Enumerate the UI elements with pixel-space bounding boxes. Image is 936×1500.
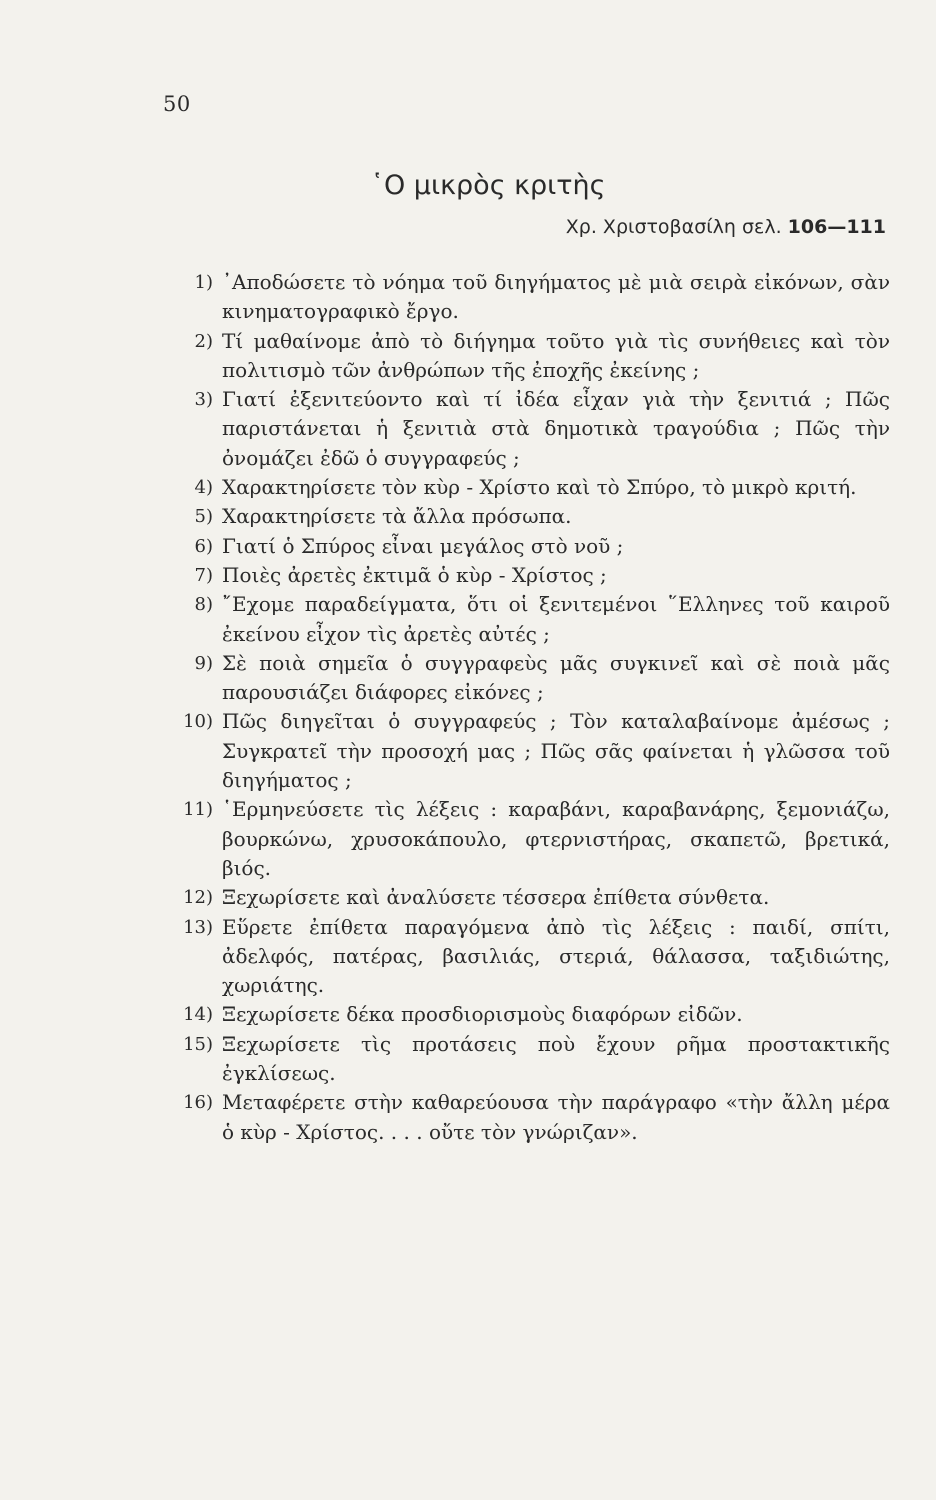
question-item (155, 385, 890, 473)
question-item (155, 1030, 890, 1089)
question-item (155, 707, 890, 795)
question-number: 15) (183, 1033, 213, 1055)
question-number: 10) (183, 711, 213, 733)
question-number: 14) (183, 1004, 213, 1026)
page-range: 106—111 (787, 216, 886, 238)
pages-label: σελ. (742, 216, 782, 238)
question-text: Χαρακτηρίσετε τὸν κὺρ - Χρίστο καὶ τὸ Σπύρο, τὸ μικρὸ κριτή. (222, 475, 857, 500)
question-text: Μεταφέρετε στὴν καθαρεύουσα τὴν παράγραφο «τὴν ἄλλη μέρα ὁ κὺρ - Χρίστος. . . . οὔτε τὸν γνώριζαν». (222, 1090, 890, 1144)
question-number: 16) (183, 1092, 213, 1114)
question-text: Σὲ ποιὰ σημεῖα ὁ συγγραφεὺς μᾶς συγκινεῖ καὶ σὲ ποιὰ μᾶς παρουσιάζει διάφορες εἰκόνες ; (222, 650, 890, 705)
question-number: 3) (194, 389, 213, 411)
question-number: 7) (194, 564, 213, 586)
question-item (155, 561, 890, 590)
question-number: 4) (194, 477, 213, 499)
page-title: ῾Ο μικρὸς κριτὴς (370, 170, 606, 201)
questions-list (155, 268, 890, 1147)
question-text: Ξεχωρίσετε καὶ ἀναλύσετε τέσσερα ἐπίθετα σύνθετα. (222, 885, 770, 910)
question-text: Ξεχωρίσετε δέκα προσδιορισμοὺς διαφόρων εἰδῶν. (222, 1002, 743, 1027)
page-number: 50 (163, 92, 191, 116)
question-text: Ξεχωρίσετε τὶς προτάσεις ποὺ ἔχουν ρῆμα προστακτικῆς ἐγκλίσεως. (222, 1031, 890, 1086)
question-number: 12) (183, 887, 213, 909)
question-number: 13) (183, 916, 213, 938)
question-number: 1) (194, 272, 213, 293)
question-text: Χαρακτηρίσετε τὰ ἄλλα πρόσωπα. (222, 504, 572, 529)
question-text: ῾Ερμηνεύσετε τὶς λέξεις : καραβάνι, καραβανάρης, ξεμονιάζω, βουρκώνω, χρυσοκάπουλο, φτερνιστήρας, σκαπετῶ, βρετικά, βιός. (222, 797, 890, 880)
question-text: ῎Εχομε παραδείγματα, ὅτι οἱ ξενιτεμένοι ῞Ελληνες τοῦ καιροῦ ἐκείνου εἶχον τὶς ἀρετὲς αὐτές ; (222, 592, 890, 646)
question-item (155, 327, 890, 386)
question-text: Γιατί ἐξενιτεύοντο καὶ τί ἰδέα εἶχαν γιὰ τὴν ξενιτιά ; Πῶς παριστάνεται ἡ ξενιτιὰ στὰ δημοτικὰ τραγούδια ; Πῶς τὴν ὀνομάζει ἐδῶ ὁ συγγραφεύς ; (222, 387, 890, 470)
question-text: Εὕρετε ἐπίθετα παραγόμενα ἀπὸ τὶς λέξεις : παιδί, σπίτι, ἀδελφός, πατέρας, βασιλιάς, στεριά, θάλασσα, ταξιδιώτης, χωριάτης. (222, 914, 890, 998)
question-item (155, 532, 890, 561)
question-item (155, 1088, 890, 1147)
question-number: 5) (194, 506, 213, 528)
question-number: 11) (183, 799, 213, 821)
question-item (155, 1000, 890, 1029)
question-item (155, 913, 890, 1001)
question-item (155, 649, 890, 708)
question-item (155, 883, 890, 912)
question-item (155, 795, 890, 883)
question-item (155, 473, 890, 502)
question-text: Πῶς διηγεῖται ὁ συγγραφεύς ; Τὸν καταλαβαίνομε ἀμέσως ; Συγκρατεῖ τὴν προσοχή μας ; Πῶς σᾶς φαίνεται ἡ γλῶσσα τοῦ διηγήματος ; (222, 709, 890, 793)
author-reference (566, 216, 886, 238)
question-item (155, 502, 890, 531)
author-name: Χρ. Χριστοβασίλη (565, 216, 736, 238)
question-item (155, 590, 890, 649)
question-number: 2) (194, 330, 213, 352)
question-number: 6) (194, 535, 213, 557)
question-text: Τί μαθαίνομε ἀπὸ τὸ διήγημα τοῦτο γιὰ τὶς συνήθειες καὶ τὸν πολιτισμὸ τῶν ἀνθρώπων τῆς ἐποχῆς ἐκείνης ; (222, 328, 890, 382)
question-text: Ποιὲς ἀρετὲς ἐκτιμᾶ ὁ κὺρ - Χρίστος ; (222, 562, 607, 587)
question-text: Γιατί ὁ Σπύρος εἶναι μεγάλος στὸ νοῦ ; (222, 533, 624, 558)
question-text: ᾿Αποδώσετε τὸ νόημα τοῦ διηγήματος μὲ μιὰ σειρὰ εἰκόνων, σὰν κινηματογραφικὸ ἔργο. (222, 270, 890, 324)
question-item (155, 268, 890, 327)
question-number: 8) (194, 594, 213, 616)
question-number: 9) (194, 652, 213, 674)
